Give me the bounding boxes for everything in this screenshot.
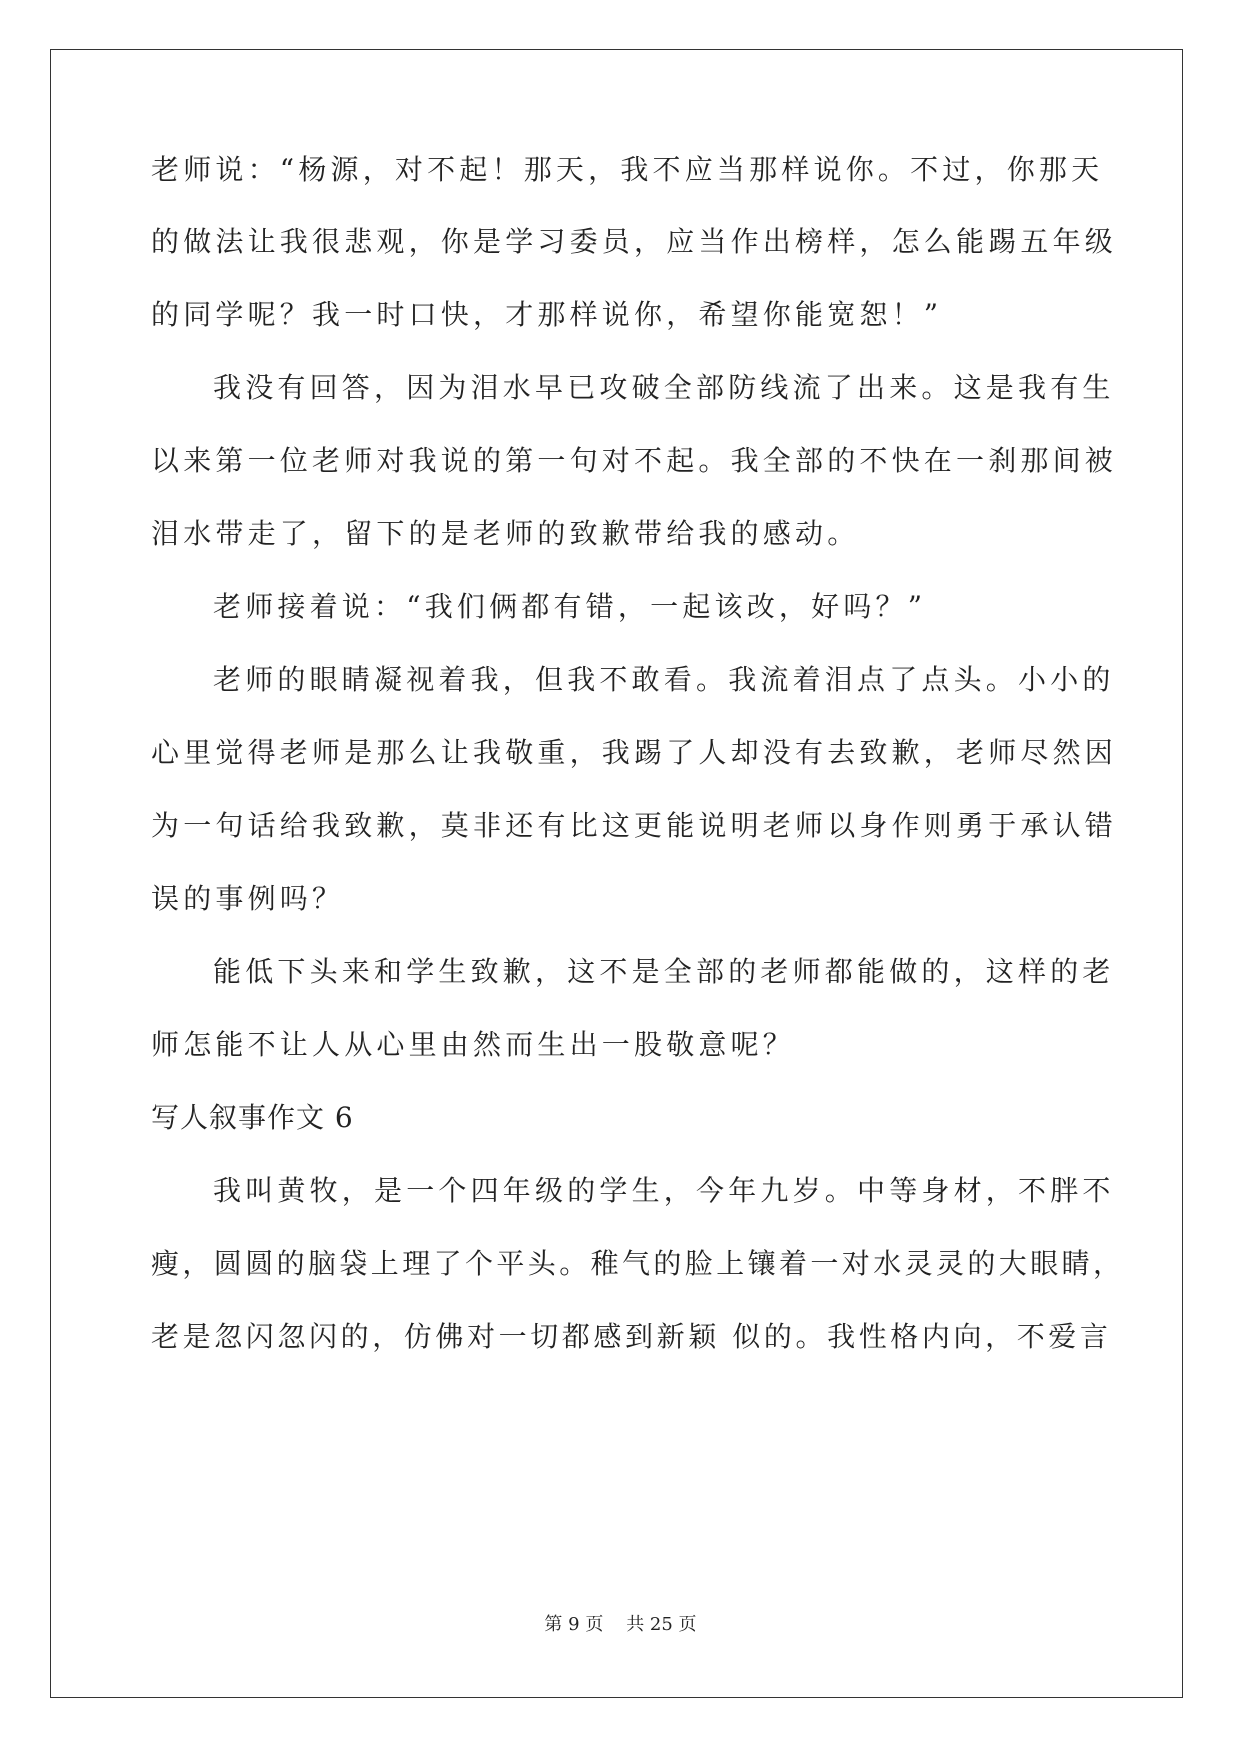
section-heading: 写人叙事作文 6: [151, 1101, 354, 1134]
text-line: 误的事例吗？: [151, 882, 345, 915]
paragraph-first-line: 老师接着说：“我们俩都有错，一起该改，好吗？”: [213, 590, 927, 623]
text-line: 的同学呢？我一时口快，才那样说你，希望你能宽恕！”: [151, 298, 943, 331]
paragraph-first-line: 老师的眼睛凝视着我，但我不敢看。我流着泪点了点头。小小的: [213, 663, 1115, 696]
page-number-footer: 第 9 页 共 25 页: [544, 1614, 697, 1635]
paragraph-first-line: 能低下头来和学生致歉，这不是全部的老师都能做的，这样的老: [213, 955, 1115, 988]
text-line: 心里觉得老师是那么让我敬重，我踢了人却没有去致歉，老师尽然因: [151, 736, 1118, 769]
paragraph-first-line: 我没有回答，因为泪水早已攻破全部防线流了出来。这是我有生: [213, 371, 1115, 404]
text-line: 为一句话给我致歉，莫非还有比这更能说明老师以身作则勇于承认错: [151, 809, 1118, 842]
text-line: 以来第一位老师对我说的第一句对不起。我全部的不快在一刹那间被: [151, 444, 1118, 477]
text-line: 瘦，圆圆的脑袋上理了个平头。稚气的脸上镶着一对水灵灵的大眼睛，: [151, 1247, 1125, 1280]
text-line: 老是忽闪忽闪的，仿佛对一切都感到新颖 似的。我性格内向，不爱言: [151, 1320, 1112, 1353]
page-border: [50, 49, 1183, 1698]
text-line: 泪水带走了，留下的是老师的致歉带给我的感动。: [151, 517, 860, 550]
text-line: 师怎能不让人从心里由然而生出一股敬意呢？: [151, 1028, 796, 1061]
text-line: 的做法让我很悲观，你是学习委员，应当作出榜样，怎么能踢五年级: [151, 225, 1118, 258]
text-line: 老师说：“杨源，对不起！那天，我不应当那样说你。不过，你那天: [151, 153, 1104, 186]
paragraph-first-line: 我叫黄牧，是一个四年级的学生，今年九岁。中等身材，不胖不: [213, 1174, 1115, 1207]
